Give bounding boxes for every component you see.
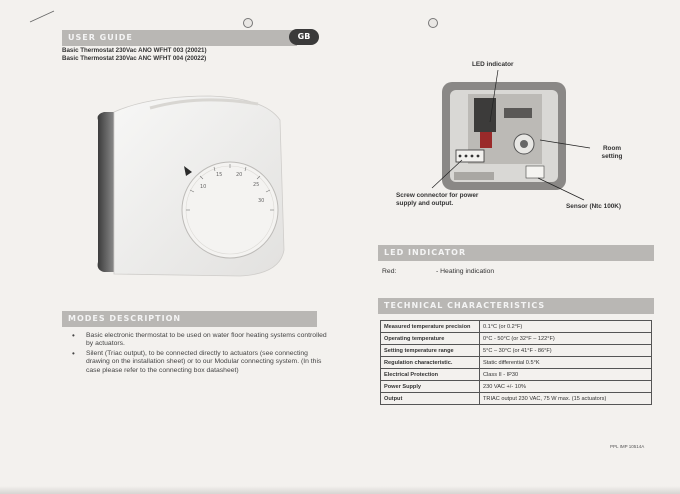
callout-room-setting: Room setting — [601, 145, 623, 160]
modes-description-header: MODES DESCRIPTION — [62, 311, 317, 327]
spec-key: Electrical Protection — [381, 369, 480, 381]
user-guide-header: USER GUIDE — [62, 30, 297, 46]
document-code: PPL IMP 10514A — [610, 444, 645, 449]
pen-mark — [28, 8, 58, 24]
modes-list — [72, 332, 332, 376]
table-row — [381, 345, 652, 357]
spec-value: 0.1°C (or 0.2°F) — [480, 321, 652, 333]
punch-hole-left — [243, 18, 253, 28]
spec-value: 5°C – 30°C (or 41°F - 86°F) — [480, 345, 652, 357]
dial-number: 25 — [253, 182, 260, 188]
spec-value: Static differential 0.5°K — [480, 357, 652, 369]
table-row — [381, 393, 652, 405]
scan-edge — [0, 486, 680, 494]
spec-key: Setting temperature range — [381, 345, 480, 357]
punch-hole-right — [428, 18, 438, 28]
table-row — [381, 333, 652, 345]
pcb-photo — [440, 78, 570, 194]
spec-value: 0°C - 50°C (or 32°F – 122°F) — [480, 333, 652, 345]
model-list — [62, 47, 207, 63]
callout-sensor: Sensor (Ntc 100K) — [566, 203, 622, 210]
spec-key: Regulation characteristic. — [381, 357, 480, 369]
table-row — [381, 357, 652, 369]
spec-key: Power Supply — [381, 381, 480, 393]
table-row — [381, 369, 652, 381]
callout-screw-connector: Screw connector for power supply and output. — [396, 192, 479, 207]
technical-header: TECHNICAL CHARACTERISTICS — [378, 298, 654, 314]
dial-number: 15 — [216, 172, 223, 178]
model-line: Basic Thermostat 230Vac ANC WFHT 004 (20022) — [62, 55, 207, 62]
spec-key: Operating temperature — [381, 333, 480, 345]
dial-number: 20 — [236, 172, 243, 178]
led-meaning: - Heating indication — [436, 268, 495, 275]
dial-number: 10 — [200, 184, 207, 190]
list-item: • Basic electronic thermostat to be used on water floor heating systems controlled by actuators. — [72, 332, 332, 349]
spec-key: Output — [381, 393, 480, 405]
language-badge: GB — [289, 29, 319, 45]
spec-value: 230 VAC +/- 10% — [480, 381, 652, 393]
led-color: Red: — [382, 268, 397, 275]
model-line: Basic Thermostat 230Vac ANO WFHT 003 (20021) — [62, 47, 207, 54]
list-item: • Silent (Triac output), to be connected directly to actuators (see connecting drawing on the installation sheet) or to our Modular connecting system. (In this case please refer to the connecting box datasheet) — [72, 350, 332, 375]
thermostat-illustration — [90, 90, 290, 280]
table-row — [381, 381, 652, 393]
spec-value: TRIAC output 230 VAC, 75 W max. (15 actuators) — [480, 393, 652, 405]
callout-led-indicator: LED indicator — [472, 61, 514, 68]
led-indicator-header: LED INDICATOR — [378, 245, 654, 261]
table-row — [381, 321, 652, 333]
spec-value: Class II - IP30 — [480, 369, 652, 381]
spec-key: Measured temperature precision — [381, 321, 480, 333]
dial-number: 30 — [258, 198, 265, 204]
spec-table — [380, 320, 652, 405]
